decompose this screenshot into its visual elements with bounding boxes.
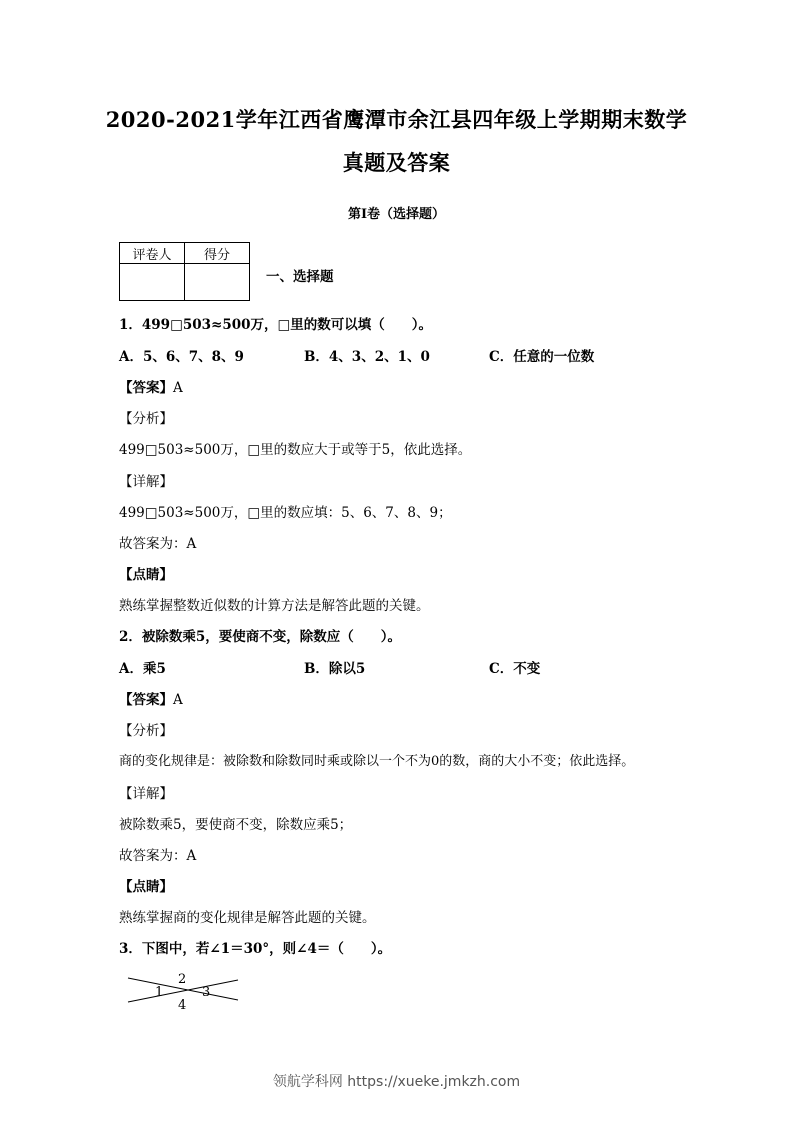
score-table-reviewer-cell — [120, 264, 185, 301]
question-3: 3．下图中，若∠1＝30°，则∠4＝（ ）。 — [119, 941, 392, 957]
angle-label-1: 1 — [155, 985, 164, 1000]
q1-tip-text: 熟练掌握整数近似数的计算方法是解答此题的关键。 — [119, 598, 430, 614]
q2-answer — [119, 688, 183, 708]
angle-label-3: 3 — [202, 985, 211, 1000]
q2-analysis-text: 商的变化规律是：被除数和除数同时乘或除以一个不为0的数，商的大小不变；依此选择。 — [119, 754, 635, 769]
q2-tip-text: 熟练掌握商的变化规律是解答此题的关键。 — [119, 910, 376, 926]
q2-detail-text: 被除数乘5，要使商不变，除数应乘5； — [119, 817, 353, 833]
part-heading: 一、选择题 — [266, 269, 334, 285]
q2-option-a: A．乘5 — [119, 661, 166, 677]
q2-analysis-label: 【分析】 — [119, 723, 173, 739]
score-table — [119, 242, 250, 301]
q1-analysis-text: 499□503≈500万，□里的数应大于或等于5，依此选择。 — [119, 442, 472, 458]
q1-tip-label: 【点睛】 — [119, 567, 173, 583]
q2-detail-label: 【详解】 — [119, 786, 173, 802]
q1-conclusion: 故答案为：A — [119, 536, 197, 552]
q2-answer-value: A — [173, 692, 183, 708]
score-table-score-cell — [185, 264, 250, 301]
q1-answer — [119, 376, 183, 396]
score-table-header-score: 得分 — [185, 243, 250, 264]
q2-answer-label: 【答案】 — [119, 692, 173, 708]
angle-label-2: 2 — [178, 972, 187, 987]
question-1: 1．499□503≈500万，□里的数可以填（ ）。 — [119, 317, 433, 333]
section-heading: 第Ⅰ卷（选择题） — [347, 207, 446, 222]
q1-option-c: C．任意的一位数 — [489, 349, 595, 365]
q1-analysis-label: 【分析】 — [119, 411, 173, 427]
q1-detail-text: 499□503≈500万，□里的数应填：5、6、7、8、9； — [119, 505, 452, 521]
q2-option-c: C．不变 — [489, 661, 541, 677]
q2-option-b: B．除以5 — [304, 661, 366, 677]
q2-conclusion: 故答案为：A — [119, 848, 197, 864]
q2-tip-label: 【点睛】 — [119, 879, 173, 895]
q1-answer-label: 【答案】 — [119, 380, 173, 396]
document-title-line-1: 2020-2021学年江西省鹰潭市余江县四年级上学期期末数学 — [105, 107, 688, 132]
page-footer: 领航学科网 https://xueke.jmkzh.com — [272, 1074, 521, 1090]
question-2: 2．被除数乘5，要使商不变，除数应（ ）。 — [119, 629, 402, 645]
angle-label-4: 4 — [178, 998, 187, 1012]
q1-answer-value: A — [173, 380, 183, 396]
q1-detail-label: 【详解】 — [119, 474, 173, 490]
score-table-header-reviewer: 评卷人 — [120, 243, 185, 264]
document-title-line-2: 真题及答案 — [342, 150, 451, 175]
q1-option-b: B．4、3、2、1、0 — [304, 349, 430, 365]
angle-figure — [120, 968, 245, 1012]
q1-option-a: A．5、6、7、8、9 — [119, 349, 244, 365]
